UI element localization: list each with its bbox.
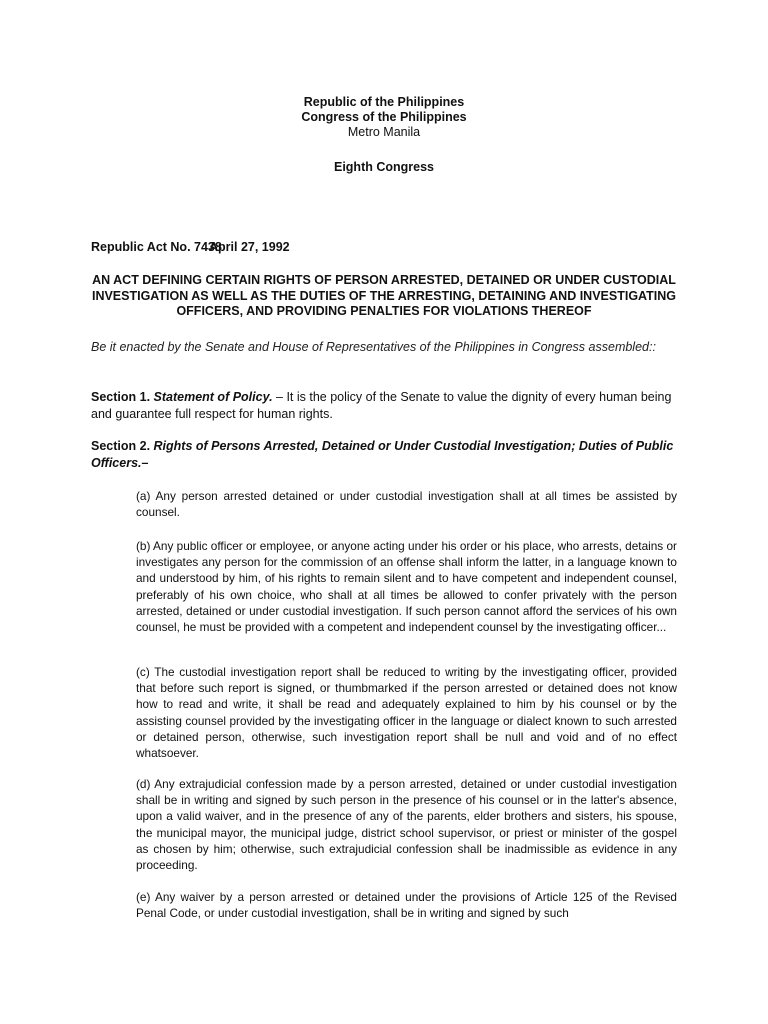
section-2-paragraph-b: (b) Any public officer or employee, or anyone acting under his order or his place, who arrests, detains or investigates any person for the commission of an offense shall inform the latter, in a language known to and understood by him, of his rights to remain silent and to have competent and independent counsel, preferably of his own choice, who shall at all times be allowed to confer privately with the person arrested, detained or under custodial investigation. If such person cannot afford the services of his own counsel, he must be provided with a competent and independent counsel by the investigating officer... xyxy=(136,539,677,635)
act-number: Republic Act No. 7438 xyxy=(91,240,222,254)
header-session: Eighth Congress xyxy=(333,160,434,174)
section-2-heading: Rights of Persons Arrested, Detained or Under Custodial Investigation; Duties of Public Officers.– xyxy=(91,439,674,470)
act-date: April 27, 1992 xyxy=(209,240,290,254)
section-2-paragraph-d: (d) Any extrajudicial confession made by a person arrested, detained or under custodial investigation shall be in writing and signed by such person in the presence of his counsel or in the latter's absence, upon a valid waiver, and in the presence of any of the parents, elder brothers and sisters, his spouse, the municipal mayor, the municipal judge, district school supervisor, or priest or minister of the gospel as chosen by him; otherwise, such extrajudicial confession shall be inadmissible as evidence in any proceeding. xyxy=(136,777,677,873)
section-2-paragraph-a: (a) Any person arrested detained or under custodial investigation shall at all times be assisted by counsel. xyxy=(136,489,677,520)
section-2-paragraph-e: (e) Any waiver by a person arrested or detained under the provisions of Article 125 of the Revised Penal Code, or under custodial investigation, shall be in writing and signed by such xyxy=(136,890,677,921)
section-1-text: – It is the policy of the Senate to value the dignity of every human being and guarantee full respect for human rights. xyxy=(91,390,672,421)
section-2-label: Section 2. xyxy=(91,439,151,453)
header-city: Metro Manila xyxy=(347,125,421,139)
act-number-line xyxy=(91,240,290,254)
header-congress: Congress of the Philippines xyxy=(301,110,467,124)
section-2-heading-block xyxy=(91,438,681,471)
section-1 xyxy=(91,389,681,422)
header-republic: Republic of the Philippines xyxy=(303,95,465,109)
section-1-label: Section 1. xyxy=(91,390,151,404)
enacting-clause: Be it enacted by the Senate and House of Representatives of the Philippines in Congress assembled:: xyxy=(91,340,656,354)
section-1-heading: Statement of Policy. xyxy=(153,390,273,404)
section-2-paragraph-c: (c) The custodial investigation report shall be reduced to writing by the investigating officer, provided that before such report is signed, or thumbmarked if the person arrested or detained does not know how to read and write, it shall be read and adequately explained to him by his counsel or by the assisting counsel provided by the investigating officer in the language or dialect known to such arrested or detained person, otherwise, such investigation report shall be null and void and of no effect whatsoever. xyxy=(136,665,677,761)
act-title: AN ACT DEFINING CERTAIN RIGHTS OF PERSON ARRESTED, DETAINED OR UNDER CUSTODIAL INVESTIGATION AS WELL AS THE DUTIES OF THE ARRESTING, DETAINING AND INVESTIGATING OFFICERS, AND PROVIDING PENALTIES FOR VIOLATIONS THEREOF xyxy=(91,273,677,318)
